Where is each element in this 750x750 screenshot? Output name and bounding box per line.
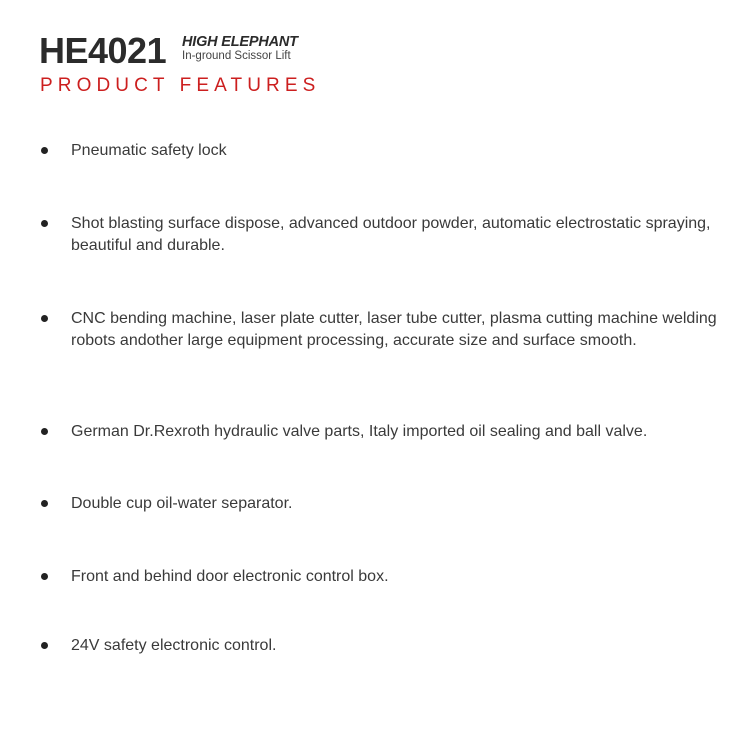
bullet-icon bbox=[41, 573, 48, 580]
feature-text: Shot blasting surface dispose, advanced outdoor powder, automatic electrostatic spraying, beautiful and durable. bbox=[71, 215, 711, 254]
section-title: PRODUCT FEATURES bbox=[40, 75, 321, 96]
bullet-icon bbox=[41, 428, 48, 435]
feature-text: German Dr.Rexroth hydraulic valve parts, Italy imported oil sealing and ball valve. bbox=[71, 423, 648, 440]
bullet-icon bbox=[41, 147, 48, 154]
product-subtitle: In-ground Scissor Lift bbox=[182, 50, 291, 62]
bullet-icon bbox=[41, 315, 48, 322]
feature-text: Double cup oil-water separator. bbox=[71, 495, 293, 512]
bullet-icon bbox=[41, 500, 48, 507]
feature-text: 24V safety electronic control. bbox=[71, 637, 277, 654]
bullet-icon bbox=[41, 220, 48, 227]
feature-text: Front and behind door electronic control box. bbox=[71, 568, 389, 585]
bullet-icon bbox=[41, 642, 48, 649]
brand-name: HIGH ELEPHANT bbox=[182, 34, 298, 50]
feature-text: Pneumatic safety lock bbox=[71, 142, 227, 159]
feature-text: CNC bending machine, laser plate cutter, laser tube cutter, plasma cutting machine welding robots andother large equipment processing, accurate size and surface smooth. bbox=[71, 310, 717, 349]
model-number: HE4021 bbox=[39, 30, 167, 71]
